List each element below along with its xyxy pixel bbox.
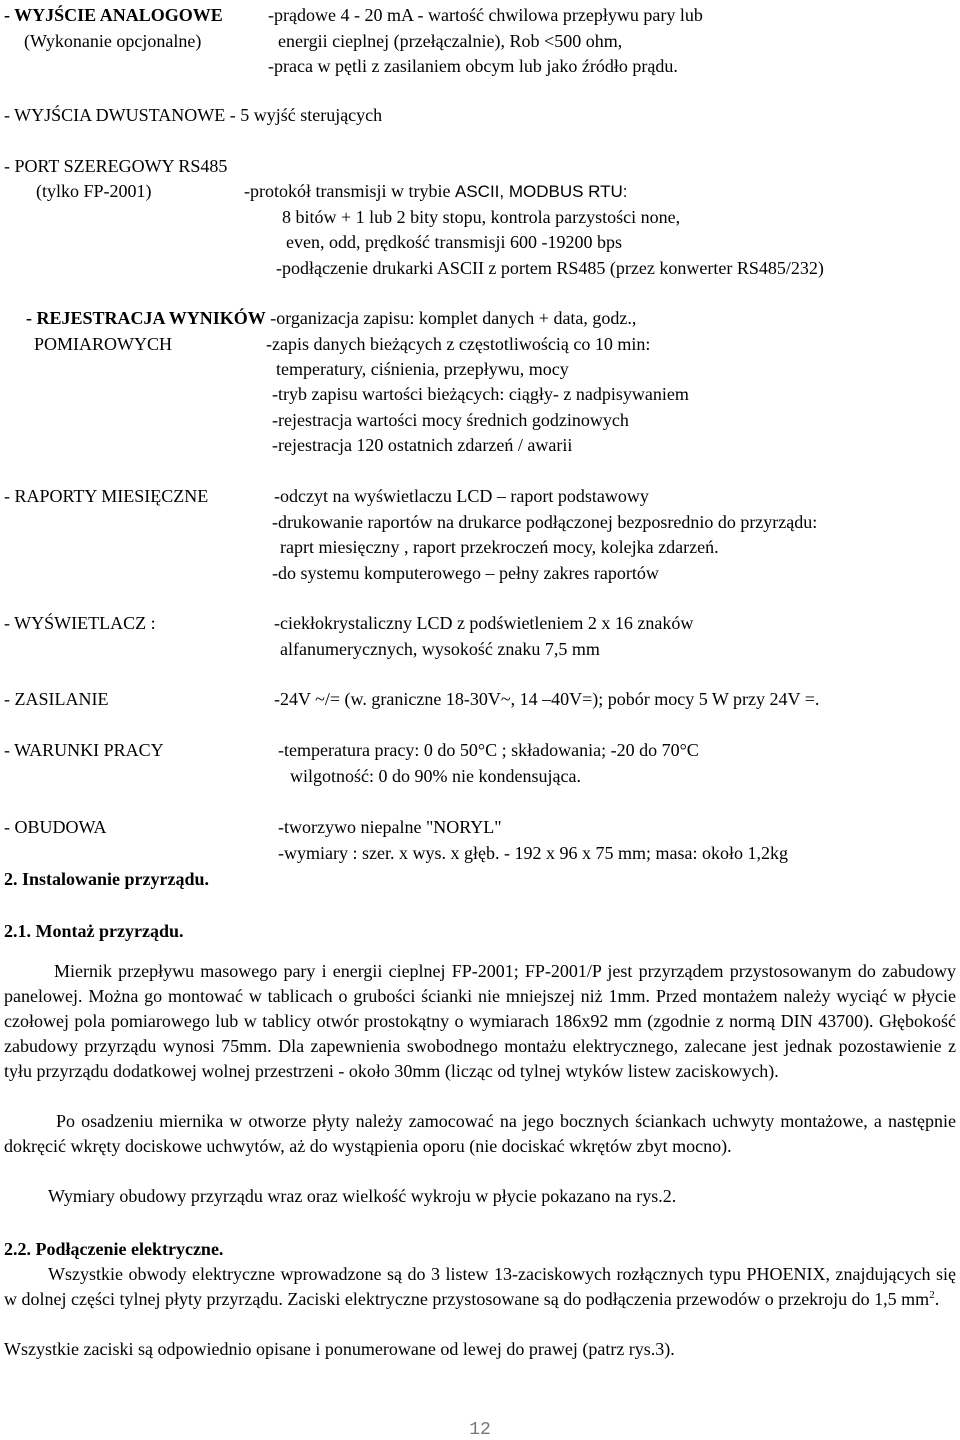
reports-value-2: -drukowanie raportów na drukarce podłączonej bezposrednio do przyrządu: (272, 512, 818, 532)
power-label: - ZASILANIE (4, 689, 109, 709)
reports-value-3: raprt miesięczny , raport przekroczeń mocy, kolejka zdarzeń. (280, 537, 719, 557)
serial-speed-line: even, odd, prędkość transmisji 600 -19200 bps (286, 232, 622, 252)
registration-value-2: -zapis danych bieżących z częstotliwością co 10 min: (266, 334, 651, 354)
serial-port-sublabel: (tylko FP-2001) (36, 181, 152, 201)
serial-port-label: - PORT SZEREGOWY RS485 (4, 156, 228, 176)
section-2-2-heading: 2.2. Podłączenie elektryczne. (4, 1239, 224, 1259)
wiring-paragraph-1-text: Wszystkie obwody elektryczne wprowadzone są do 3 listew 13-zaciskowych rozłącznych typu PHOENIX, znajdujących się w dolnej części tylnej płyty przyrządu. Zaciski elektryczne przystosowane są do podłączenia przewodów o przekroju do 1,5 mm (4, 1264, 956, 1309)
mounting-paragraph-2: Po osadzeniu miernika w otworze płyty należy zamocować na jego bocznych ściankach uchwyty montażowe, a następnie dokręcić wkręty dociskowe uchwytów, aż do wystąpienia oporu (nie dociskać wkrętów zbyt mocno). (4, 1111, 956, 1156)
housing-value-1: -tworzywo niepalne "NORYL" (278, 817, 502, 837)
mounting-paragraph-1: Miernik przepływu masowego pary i energii cieplnej FP-2001; FP-2001/P jest przyrządem przystosowanym do zabudowy panelowej. Można go montować w tablicach o grubości ścianki nie mniejszej niż 1mm. Przed montażem należy wyciąć w płycie czołowej pola pomiarowego lub w tablicy otwór prostokątny o wymiarach 186x92 mm (zgodnie z normą DIN 43700). Głębokość zabudowy przyrządu wynosi 75mm. Dla zapewnienia swobodnego montażu elektrycznego, zalecane jest jednak pozostawienie z tyłu przyrządu dodatkowej wolnej przestrzeni - około 30mm (licząc od tylnej wtyków listew zaciskowych). (4, 961, 956, 1081)
mounting-paragraph-3: Wymiary obudowy przyrządu wraz oraz wielkość wykroju w płycie pokazano na rys.2. (48, 1186, 677, 1206)
registration-label: - REJESTRACJA WYNIKÓW (26, 308, 266, 328)
registration-value-5: -rejestracja wartości mocy średnich godzinowych (272, 410, 629, 430)
registration-value-6: -rejestracja 120 ostatnich zdarzeń / awarii (272, 435, 573, 455)
analog-output-value-3: -praca w pętli z zasilaniem obcym lub jako źródło prądu. (268, 56, 678, 76)
serial-printer-line: -podłączenie drukarki ASCII z portem RS485 (przez konwerter RS485/232) (276, 258, 824, 278)
display-value-2: alfanumerycznych, wysokość znaku 7,5 mm (280, 639, 600, 659)
wiring-paragraph-1-end: . (934, 1289, 940, 1309)
serial-protocol-text: -protokół transmisji w trybie (244, 181, 455, 201)
display-label: - WYŚWIETLACZ : (4, 613, 156, 633)
reports-value-1: -odczyt na wyświetlaczu LCD – raport podstawowy (274, 486, 649, 506)
conditions-value-2: wilgotność: 0 do 90% nie kondensująca. (290, 766, 581, 786)
serial-format-line: 8 bitów + 1 lub 2 bity stopu, kontrola parzystości none, (282, 207, 681, 227)
serial-protocol-modes: ASCII, MODBUS RTU: (454, 182, 628, 201)
wiring-paragraph-1 (4, 1262, 956, 1312)
registration-line-1 (26, 309, 636, 327)
conditions-value-1: -temperatura pracy: 0 do 50°C ; składowania; -20 do 70°C (278, 740, 699, 760)
binary-outputs-label: - WYJŚCIA DWUSTANOWE - 5 wyjść sterujących (4, 105, 383, 125)
reports-value-4: -do systemu komputerowego – pełny zakres raportów (272, 563, 659, 583)
power-value: -24V ~/= (w. graniczne 18-30V~, 14 –40V=); pobór mocy 5 W przy 24V =. (274, 689, 820, 709)
registration-value-3: temperatury, ciśnienia, przepływu, mocy (276, 359, 569, 379)
housing-value-2: -wymiary : szer. x wys. x głęb. - 192 x 96 x 75 mm; masa: około 1,2kg (278, 843, 788, 863)
analog-output-value: -prądowe 4 - 20 mA - wartość chwilowa przepływu pary lub (268, 5, 703, 25)
serial-protocol-line (244, 182, 628, 200)
squared-superscript: 2 (929, 1289, 935, 1301)
analog-output-value-2: energii cieplnej (przełączalnie), Rob <500 ohm, (278, 31, 623, 51)
housing-label: - OBUDOWA (4, 817, 107, 837)
conditions-label: - WARUNKI PRACY (4, 740, 164, 760)
registration-value-1: -organizacja zapisu: komplet danych + data, godz., (265, 308, 637, 328)
analog-output-sublabel: (Wykonanie opcjonalne) (24, 31, 202, 51)
registration-value-4: -tryb zapisu wartości bieżących: ciągły- z nadpisywaniem (272, 384, 689, 404)
analog-output-label: - WYJŚCIE ANALOGOWE (4, 5, 223, 25)
wiring-paragraph-2: Wszystkie zaciski są odpowiednio opisane i ponumerowane od lewej do prawej (patrz rys.3). (4, 1339, 675, 1359)
registration-sublabel: POMIAROWYCH (34, 334, 173, 354)
section-2-heading: 2. Instalowanie przyrządu. (4, 869, 210, 889)
section-2-1-heading: 2.1. Montaż przyrządu. (4, 921, 184, 941)
page-number: 12 (469, 1420, 491, 1440)
display-value-1: -ciekłokrystaliczny LCD z podświetleniem 2 x 16 znaków (274, 613, 694, 633)
reports-label: - RAPORTY MIESIĘCZNE (4, 486, 209, 506)
